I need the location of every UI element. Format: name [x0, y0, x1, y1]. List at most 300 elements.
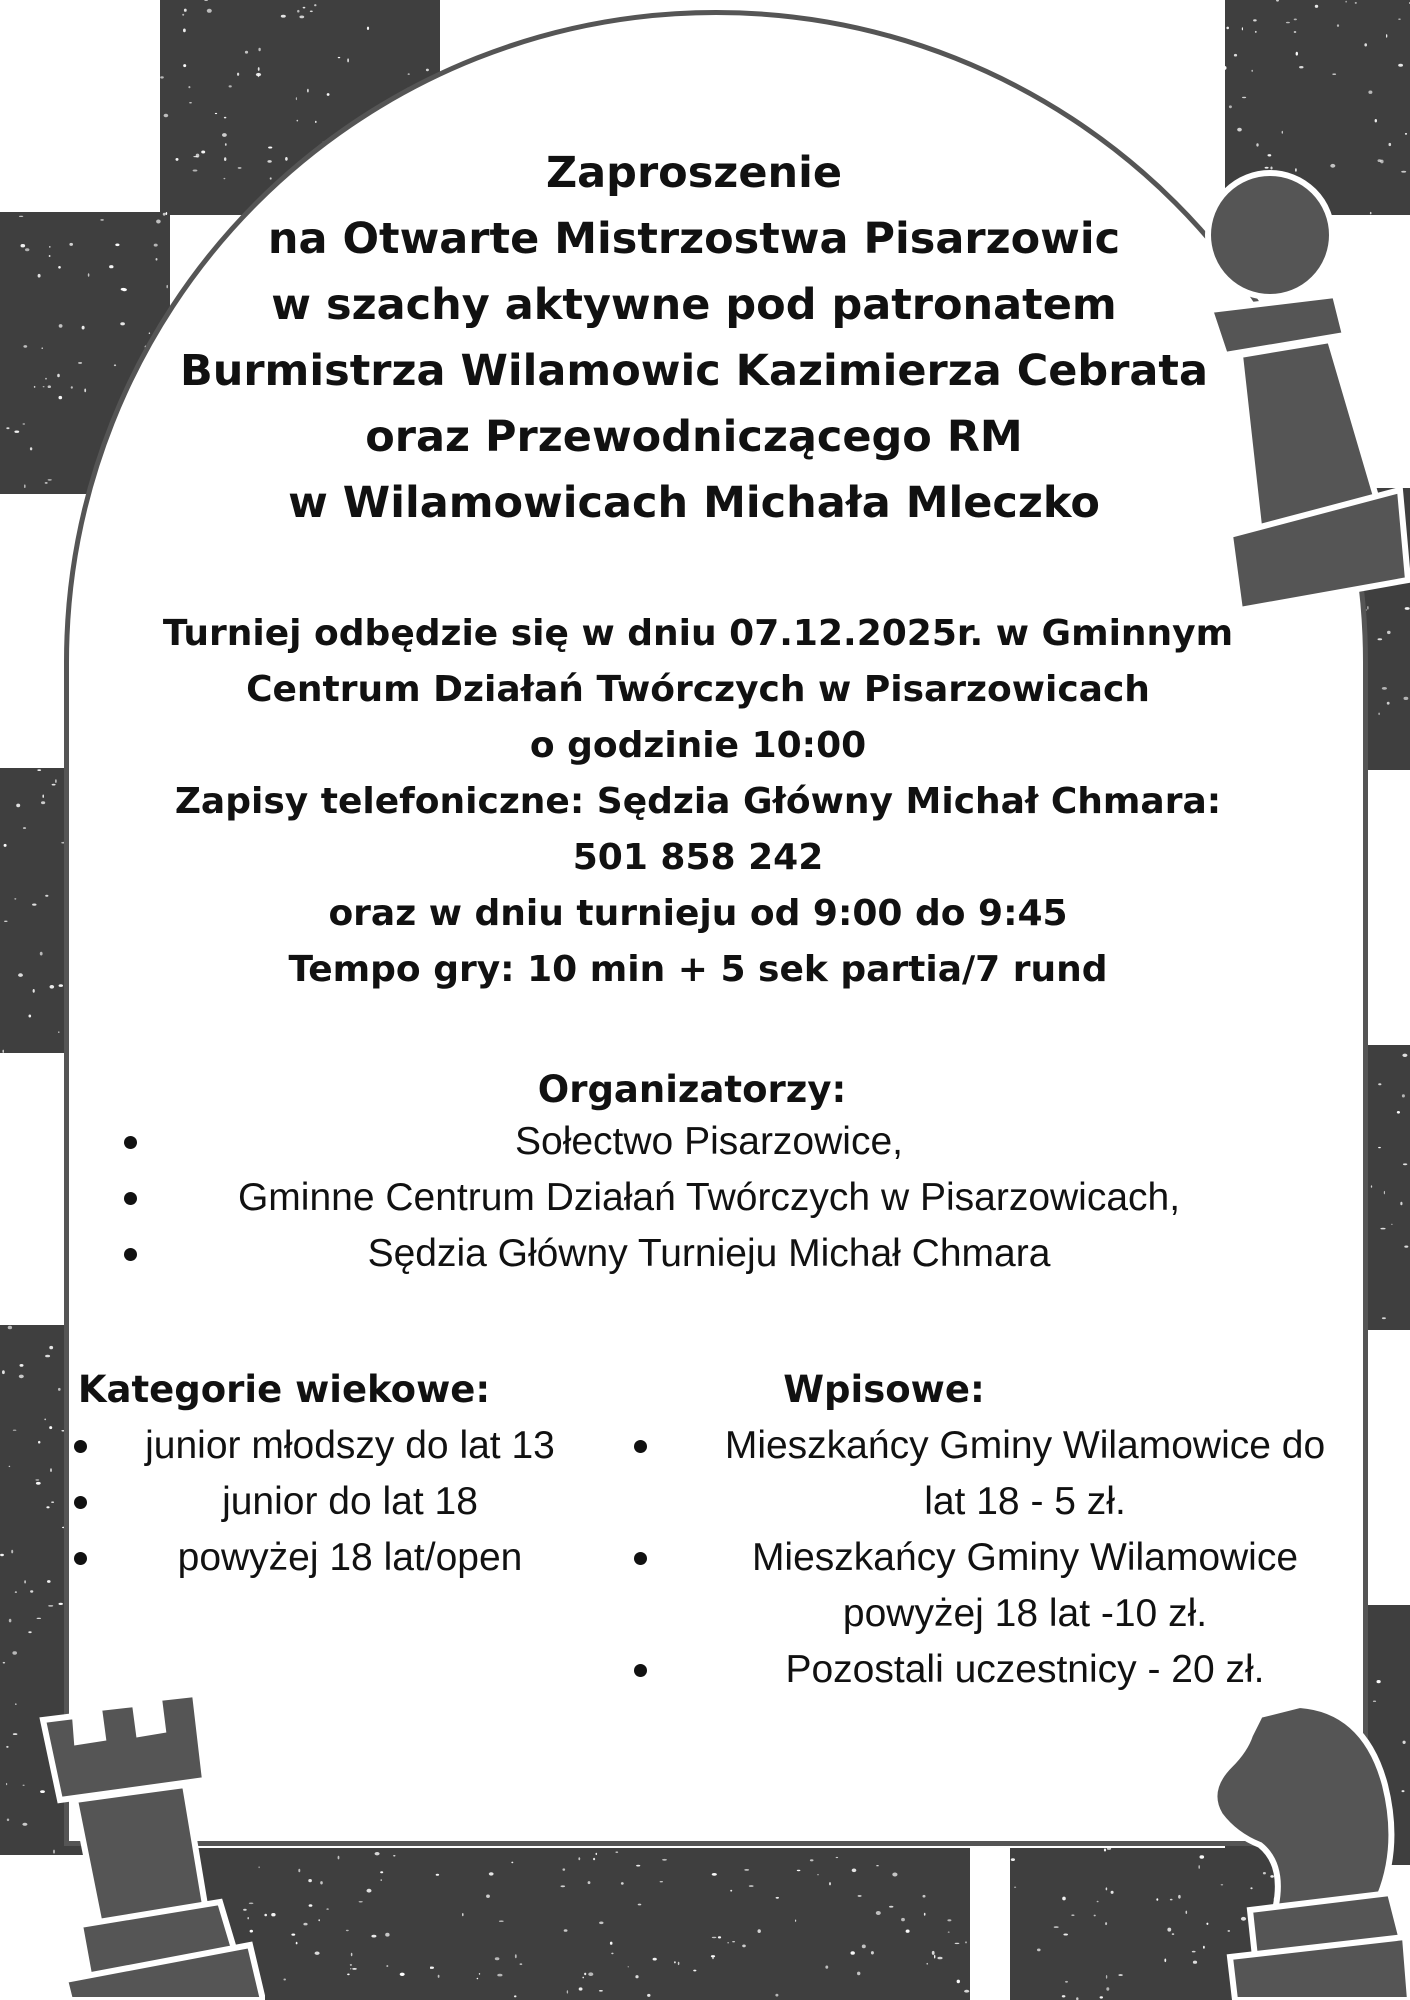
speckle: [955, 1943, 960, 1944]
organizers-list: [124, 1114, 1294, 1282]
speckle: [0, 1554, 4, 1556]
speckle: [660, 1881, 663, 1882]
speckle: [1106, 1975, 1107, 1979]
speckle: [871, 1951, 874, 1954]
speckle: [43, 386, 45, 387]
speckle: [438, 1975, 440, 1978]
bullet-icon: [124, 1192, 137, 1205]
speckle: [499, 1920, 504, 1922]
speckle: [59, 396, 63, 399]
list-item: [74, 1418, 584, 1474]
speckle: [49, 246, 51, 248]
speckle: [728, 1942, 729, 1943]
speckle: [6, 427, 9, 429]
list-item: [634, 1530, 1350, 1642]
speckle: [1054, 1926, 1059, 1928]
speckle: [636, 1865, 640, 1867]
speckle: [380, 1871, 383, 1873]
speckle: [1391, 1224, 1392, 1225]
speckle: [810, 1859, 814, 1861]
speckle: [588, 1972, 593, 1976]
speckle: [352, 1968, 357, 1970]
speckle: [1011, 1858, 1015, 1861]
organizer-name: Sołectwo Pisarzowice,: [515, 1120, 903, 1163]
speckle: [59, 324, 63, 328]
speckle: [730, 1890, 732, 1892]
speckle: [19, 216, 23, 217]
speckle: [45, 482, 48, 484]
speckle: [359, 1901, 363, 1902]
speckle: [937, 1957, 942, 1960]
speckle: [1104, 1849, 1106, 1852]
speckle: [876, 1911, 881, 1915]
speckle: [635, 1975, 638, 1978]
speckle: [346, 1930, 349, 1931]
speckle: [965, 1941, 967, 1943]
speckle: [25, 248, 29, 251]
speckle: [1375, 119, 1377, 122]
info-line: oraz w dniu turnieju od 9:00 do 9:45: [328, 893, 1068, 934]
speckle: [15, 1591, 17, 1593]
speckle: [611, 1953, 613, 1955]
speckle: [45, 895, 48, 897]
speckle: [1063, 1934, 1068, 1936]
speckle: [653, 1958, 657, 1961]
speckle: [678, 1962, 680, 1965]
speckle: [33, 989, 35, 993]
speckle: [1164, 1959, 1166, 1963]
speckle: [825, 1966, 828, 1969]
category-label: powyżej 18 lat/open: [177, 1536, 523, 1579]
speckle: [489, 1872, 494, 1875]
speckle: [19, 1375, 24, 1379]
entry-fees: [634, 1362, 1354, 1698]
bullet-icon: [634, 1552, 647, 1565]
speckle: [797, 1870, 801, 1871]
speckle: [41, 801, 45, 804]
list-item: [124, 1114, 1294, 1170]
speckle: [1384, 1191, 1385, 1194]
speckle-texture: [700, 1848, 970, 2000]
speckle: [1398, 64, 1403, 67]
fee-line: Pozostali uczestnicy - 20 zł.: [785, 1648, 1265, 1691]
speckle: [1405, 133, 1407, 135]
speckle: [44, 1419, 46, 1421]
speckle: [371, 1935, 376, 1938]
rook-icon: [35, 1690, 265, 2000]
speckle: [375, 1852, 380, 1855]
speckle: [34, 386, 36, 388]
speckle: [59, 984, 63, 987]
speckle: [1382, 687, 1387, 690]
speckle: [584, 1973, 586, 1976]
speckle: [742, 1945, 746, 1948]
speckle: [732, 1941, 735, 1942]
info-line: Tempo gry: 10 min + 5 sek partia/7 rund: [288, 949, 1108, 990]
speckle: [1398, 19, 1401, 20]
speckle: [11, 1550, 13, 1554]
phone-number: 501 858 242: [572, 837, 824, 878]
board-square: [700, 1848, 970, 2000]
speckle: [271, 1913, 275, 1916]
speckle: [1387, 631, 1391, 634]
bullet-icon: [634, 1440, 647, 1453]
speckle: [647, 1994, 650, 1997]
age-categories: [74, 1362, 604, 1586]
speckle-texture: [430, 1848, 710, 2000]
speckle: [712, 1873, 717, 1876]
speckle: [693, 1970, 696, 1972]
speckle: [318, 1919, 320, 1921]
speckle: [599, 1922, 603, 1925]
speckle: [58, 1388, 61, 1391]
speckle: [320, 1881, 323, 1884]
bullet-icon: [124, 1248, 137, 1261]
speckle: [50, 985, 55, 989]
speckle: [430, 1967, 434, 1969]
speckle: [593, 1858, 595, 1861]
speckle: [1368, 91, 1372, 94]
speckle: [852, 1869, 857, 1873]
speckle: [923, 1895, 926, 1898]
speckle: [599, 1990, 603, 1992]
speckle: [1065, 1981, 1068, 1983]
speckle: [47, 1580, 51, 1583]
speckle: [1105, 1922, 1107, 1925]
speckle: [563, 1868, 566, 1870]
speckle: [486, 1895, 490, 1898]
speckle: [24, 1580, 26, 1583]
speckle: [1377, 1680, 1381, 1683]
speckle: [1380, 1228, 1385, 1230]
list-item: [74, 1530, 584, 1586]
speckle: [50, 1468, 52, 1472]
speckle: [1378, 1147, 1381, 1148]
speckle: [350, 1968, 351, 1969]
title-line: na Otwarte Mistrzostwa Pisarzowic: [267, 214, 1121, 264]
speckle: [3, 1662, 5, 1664]
category-label: junior młodszy do lat 13: [145, 1424, 555, 1467]
speckle: [857, 1972, 860, 1976]
speckle: [1387, 702, 1390, 705]
speckle: [836, 1857, 839, 1858]
speckle: [381, 1879, 382, 1880]
speckle: [37, 1618, 42, 1619]
info-line: o godzinie 10:00: [529, 725, 867, 766]
speckle: [45, 1355, 50, 1358]
speckle: [862, 1945, 866, 1949]
speckle: [892, 1873, 897, 1877]
speckle: [906, 1930, 910, 1933]
speckle: [30, 1590, 33, 1592]
speckle: [14, 431, 19, 433]
speckle: [674, 1961, 676, 1963]
speckle: [400, 1973, 405, 1976]
speckle: [1118, 1974, 1122, 1976]
speckle: [638, 1904, 642, 1906]
speckle: [1106, 1887, 1108, 1890]
speckle: [564, 1929, 568, 1932]
speckle: [1178, 1895, 1181, 1899]
pawn-icon: [1170, 160, 1410, 610]
speckle: [4, 921, 8, 922]
speckle: [48, 385, 51, 388]
speckle: [947, 1919, 951, 1921]
speckle: [775, 1994, 778, 1997]
speckle: [347, 1974, 350, 1976]
speckle: [1400, 1202, 1402, 1206]
title-line: Burmistrza Wilamowic Kazimierza Cebrata: [179, 346, 1209, 396]
speckle: [13, 1430, 17, 1431]
speckle: [23, 345, 27, 348]
speckle: [948, 1932, 950, 1933]
speckle: [28, 1631, 31, 1633]
speckle: [901, 1918, 905, 1921]
speckle: [30, 447, 32, 450]
speckle: [851, 1951, 855, 1955]
bullet-icon: [74, 1496, 87, 1509]
speckle: [596, 1853, 598, 1855]
speckle: [385, 1933, 389, 1937]
speckle: [315, 1952, 320, 1955]
list-item: [634, 1418, 1350, 1530]
speckle: [744, 1869, 749, 1871]
speckle: [49, 255, 51, 257]
fee-line: powyżej 18 lat -10 zł.: [842, 1592, 1208, 1635]
speckle: [1062, 1995, 1066, 1997]
speckle: [932, 1951, 935, 1955]
speckle: [18, 973, 23, 977]
speckle: [48, 479, 52, 480]
speckle: [38, 274, 41, 278]
speckle: [55, 779, 56, 783]
title-line: Zaproszenie: [545, 148, 843, 198]
speckle: [52, 784, 56, 786]
speckle: [615, 1852, 618, 1853]
speckle: [326, 1908, 328, 1910]
speckle: [298, 1869, 300, 1873]
speckle: [32, 904, 36, 906]
speckle: [578, 1857, 580, 1860]
speckle: [35, 1479, 39, 1480]
speckle: [718, 1936, 721, 1938]
speckle: [1172, 1933, 1175, 1935]
speckle: [15, 1704, 17, 1705]
speckle: [1167, 1928, 1171, 1932]
speckle: [296, 1942, 298, 1945]
speckle: [520, 1964, 523, 1965]
speckle: [57, 374, 60, 378]
speckle: [1378, 713, 1379, 716]
speckle: [1071, 1914, 1074, 1916]
speckle: [58, 266, 61, 269]
knight-icon: [1190, 1695, 1410, 2000]
speckle: [462, 1913, 463, 1916]
fees-heading: Wpisowe:: [783, 1368, 985, 1411]
speckle: [7, 1819, 9, 1822]
list-item: [124, 1226, 1294, 1282]
speckle: [49, 1426, 52, 1429]
speckle: [309, 1904, 313, 1907]
speckle: [29, 1015, 32, 1018]
organizer-name: Sędzia Główny Turnieju Michał Chmara: [367, 1232, 1051, 1275]
speckle: [561, 1885, 566, 1887]
category-label: junior do lat 18: [222, 1480, 478, 1523]
categories-list: [74, 1418, 584, 1586]
speckle: [511, 1862, 513, 1864]
title-line: oraz Przewodniczącego RM: [365, 412, 1023, 462]
speckle: [927, 1963, 928, 1965]
speckle: [1111, 1891, 1114, 1894]
speckle: [45, 378, 46, 380]
speckle: [23, 1785, 25, 1786]
speckle: [1404, 697, 1409, 700]
speckle: [1186, 1911, 1188, 1914]
speckle: [21, 244, 26, 247]
speckle: [711, 1955, 715, 1957]
list-item: [634, 1642, 1350, 1698]
speckle: [1094, 1915, 1096, 1917]
speckle: [567, 1990, 568, 1993]
speckle: [1014, 1887, 1016, 1888]
title-line: w Wilamowicach Michała Mleczko: [288, 478, 1100, 528]
speckle: [350, 1964, 352, 1966]
speckle: [858, 1895, 862, 1896]
speckle: [1389, 143, 1392, 146]
speckle: [6, 1783, 7, 1785]
speckle: [16, 804, 20, 808]
speckle: [1371, 1185, 1372, 1188]
speckle: [48, 1605, 53, 1607]
title-line: w szachy aktywne pod patronatem: [271, 280, 1117, 330]
speckle: [588, 1881, 591, 1884]
speckle: [6, 1746, 8, 1748]
speckle: [23, 423, 26, 424]
board-square: [430, 1848, 710, 2000]
fee-line: Mieszkańcy Gminy Wilamowice do: [724, 1424, 1326, 1467]
bullet-icon: [634, 1664, 647, 1677]
speckle: [4, 844, 7, 847]
speckle: [386, 1965, 388, 1967]
info-line: Turniej odbędzie się w dniu 07.12.2025r. w Gminnym: [162, 613, 1234, 654]
speckle: [712, 1937, 717, 1938]
speckle: [758, 1929, 761, 1933]
speckle: [40, 952, 43, 956]
speckle: [42, 347, 43, 349]
speckle: [495, 1957, 500, 1960]
categories-heading: Kategorie wiekowe:: [77, 1368, 491, 1411]
speckle: [37, 769, 41, 771]
organizer-name: Gminne Centrum Działań Twórczych w Pisarzowicach,: [237, 1176, 1181, 1219]
speckle: [964, 1990, 969, 1993]
speckle: [51, 1502, 54, 1503]
speckle: [22, 1823, 27, 1826]
speckle: [477, 1978, 479, 1980]
bullet-icon: [124, 1136, 137, 1149]
speckle: [1397, 1111, 1400, 1114]
speckle: [1378, 638, 1383, 640]
speckle: [1106, 1987, 1109, 1990]
speckle: [20, 1364, 24, 1367]
speckle: [795, 1920, 796, 1922]
speckle: [14, 898, 16, 899]
speckle: [1378, 1083, 1381, 1085]
speckle: [308, 1879, 312, 1882]
speckle: [1107, 1848, 1111, 1850]
speckle: [338, 1856, 340, 1860]
speckle: [23, 827, 26, 829]
speckle: [303, 1923, 307, 1926]
speckle: [58, 1032, 59, 1033]
speckle: [367, 1889, 372, 1893]
speckle: [1382, 1317, 1386, 1319]
speckle: [582, 1977, 584, 1979]
speckle: [1170, 1899, 1173, 1901]
bullet-icon: [74, 1440, 87, 1453]
speckle: [1062, 1897, 1066, 1901]
speckle: [934, 1955, 935, 1959]
speckle: [515, 1954, 517, 1958]
fees-list: [634, 1418, 1350, 1698]
speckle: [579, 1987, 583, 1990]
speckle: [351, 1953, 353, 1956]
speckle: [38, 1441, 40, 1444]
speckle: [9, 1619, 12, 1623]
speckle: [497, 1974, 502, 1977]
speckle: [749, 1885, 754, 1887]
invitation-title: [64, 140, 1324, 536]
speckle: [12, 1651, 17, 1654]
speckle: [8, 1326, 12, 1330]
speckle: [393, 1855, 395, 1856]
list-item: [124, 1170, 1294, 1226]
speckle: [1097, 1901, 1099, 1903]
speckle: [283, 1979, 286, 1981]
info-line: Zapisy telefoniczne: Sędzia Główny Michał Chmara:: [174, 781, 1222, 822]
speckle: [514, 1995, 516, 1996]
speckle: [610, 1942, 613, 1945]
speckle: [829, 1882, 831, 1885]
tournament-info: [64, 606, 1332, 998]
speckle: [1402, 1094, 1405, 1097]
fee-line: Mieszkańcy Gminy Wilamowice: [751, 1536, 1299, 1579]
speckle: [46, 1506, 49, 1508]
speckle: [1386, 34, 1387, 38]
speckle: [1404, 1246, 1408, 1248]
fee-line: lat 18 - 5 zł.: [924, 1480, 1126, 1523]
speckle: [957, 1980, 960, 1984]
speckle: [628, 1966, 629, 1967]
speckle: [621, 1882, 624, 1885]
speckle: [1100, 1996, 1103, 1998]
speckle: [1403, 1163, 1407, 1165]
speckle: [817, 1874, 819, 1875]
speckle: [479, 1973, 480, 1975]
speckle: [49, 1346, 53, 1349]
info-line: Centrum Działań Twórczych w Pisarzowicach: [246, 669, 1150, 710]
speckle: [889, 1906, 893, 1908]
speckle: [2, 1370, 5, 1374]
speckle: [1037, 1949, 1041, 1952]
speckle: [662, 1859, 667, 1861]
speckle: [43, 795, 44, 798]
list-item: [74, 1474, 584, 1530]
speckle: [3, 1050, 4, 1053]
organizers-heading: Organizatorzy:: [537, 1068, 847, 1111]
speckle: [924, 1913, 926, 1916]
speckle: [776, 1897, 779, 1899]
speckle: [1402, 1054, 1407, 1057]
